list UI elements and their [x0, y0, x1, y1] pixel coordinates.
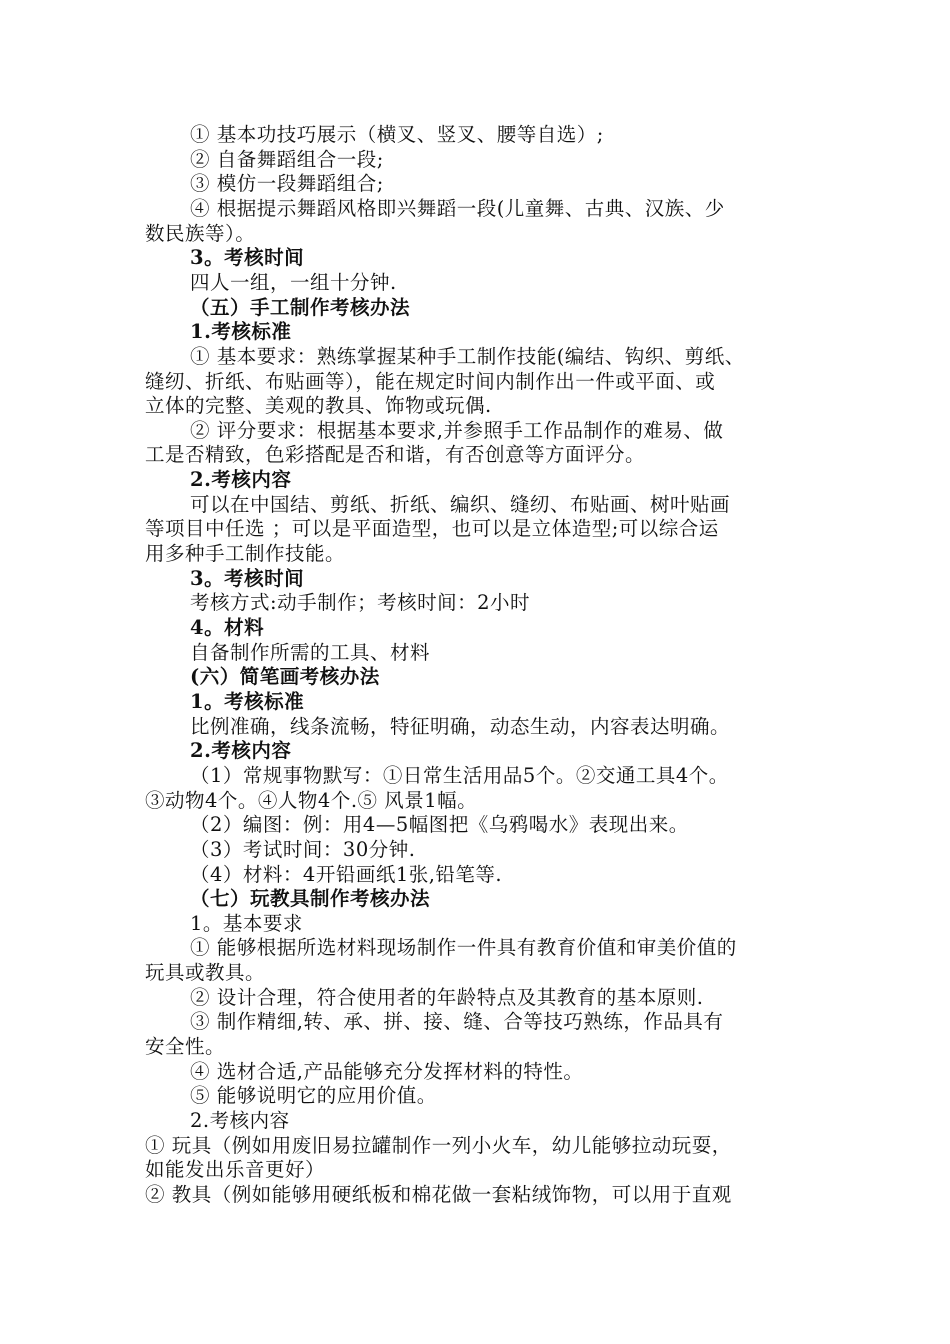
text-line: ③ 模仿一段舞蹈组合;	[190, 172, 384, 196]
section-heading: (六）简笔画考核办法	[190, 665, 380, 689]
text-line: ③动物4个。④人物4个.⑤ 风景1幅。	[145, 788, 478, 812]
text-line: ② 设计合理，符合使用者的年龄特点及其教育的基本原则.	[190, 985, 704, 1009]
text-line: 安全性。	[145, 1035, 226, 1058]
text-line: ② 评分要求：根据基本要求,并参照手工作品制作的难易、做	[190, 418, 724, 442]
text-line: ① 玩具（例如用废旧易拉罐制作一列小火车，幼儿能够拉动玩耍，	[145, 1133, 732, 1157]
text-line: 自备制作所需的工具、材料	[190, 640, 431, 664]
text-line: （1）常规事物默写：①日常生活用品5个。②交通工具4个。	[190, 763, 729, 787]
section-heading: 4。材料	[190, 616, 265, 639]
section-heading: 1。考核标准	[190, 689, 305, 713]
section-heading: 3。考核时间	[190, 246, 305, 270]
text-line: （2）编图：例：用4—5幅图把《乌鸦喝水》表现出来。	[190, 813, 689, 837]
text-line: 等项目中任选 ；可以是平面造型，也可以是立体造型;可以综合运	[145, 517, 719, 541]
section-heading: 3。考核时间	[190, 566, 305, 590]
text-line: 四人一组，一组十分钟.	[190, 270, 397, 294]
text-line: 玩具或教具。	[145, 961, 266, 985]
text-line: 用多种手工制作技能。	[145, 542, 346, 565]
text-line: ④ 根据提示舞蹈风格即兴舞蹈一段(儿童舞、古典、汉族、少	[190, 196, 725, 220]
text-line: 比例准确，线条流畅，特征明确，动态生动，内容表达明确。	[190, 714, 731, 738]
text-line: 可以在中国结、剪纸、折纸、编织、缝纫、布贴画、树叶贴画	[190, 492, 731, 516]
text-line: 缝纫、折纸、布贴画等），能在规定时间内制作出一件或平面、或	[145, 369, 716, 393]
text-line: （3）考试时间：30分钟.	[190, 837, 416, 861]
text-line: ① 基本功技巧展示（横叉、竖叉、腰等自选）;	[190, 123, 604, 146]
section-heading: 2.考核内容	[190, 468, 292, 492]
section-heading: （七）玩教具制作考核办法	[190, 887, 431, 911]
text-line: 1。基本要求	[190, 911, 303, 935]
text-line: 立体的完整、美观的教具、饰物或玩偶.	[145, 394, 492, 418]
text-line: ② 教具（例如能够用硬纸板和棉花做一套粘绒饰物，可以用于直观	[145, 1183, 732, 1206]
text-line: ③ 制作精细,转、承、拼、接、缝、合等技巧熟练，作品具有	[190, 1010, 724, 1034]
text-line: ① 基本要求：熟练掌握某种手工制作技能(编结、钩织、剪纸、	[190, 344, 745, 368]
text-line: 工是否精致，色彩搭配是否和谐，有否创意等方面评分。	[145, 443, 646, 467]
text-line: 2.考核内容	[190, 1109, 290, 1132]
section-heading: （五）手工制作考核办法	[190, 295, 411, 319]
text-line: 考核方式:动手制作；考核时间：2小时	[190, 591, 530, 615]
section-heading: 2.考核内容	[190, 739, 292, 763]
text-line: ② 自备舞蹈组合一段;	[190, 147, 384, 171]
text-line: ⑤ 能够说明它的应用价值。	[190, 1084, 437, 1108]
text-line: 如能发出乐音更好）	[145, 1158, 326, 1182]
text-line: 数民族等）。	[145, 221, 256, 245]
text-line: ④ 选材合适,产品能够充分发挥材料的特性。	[190, 1059, 584, 1083]
text-line: ① 能够根据所选材料现场制作一件具有教育价值和审美价值的	[190, 936, 737, 960]
text-line: （4）材料：4开铅画纸1张,铅笔等.	[190, 862, 503, 886]
section-heading: 1.考核标准	[190, 320, 292, 344]
